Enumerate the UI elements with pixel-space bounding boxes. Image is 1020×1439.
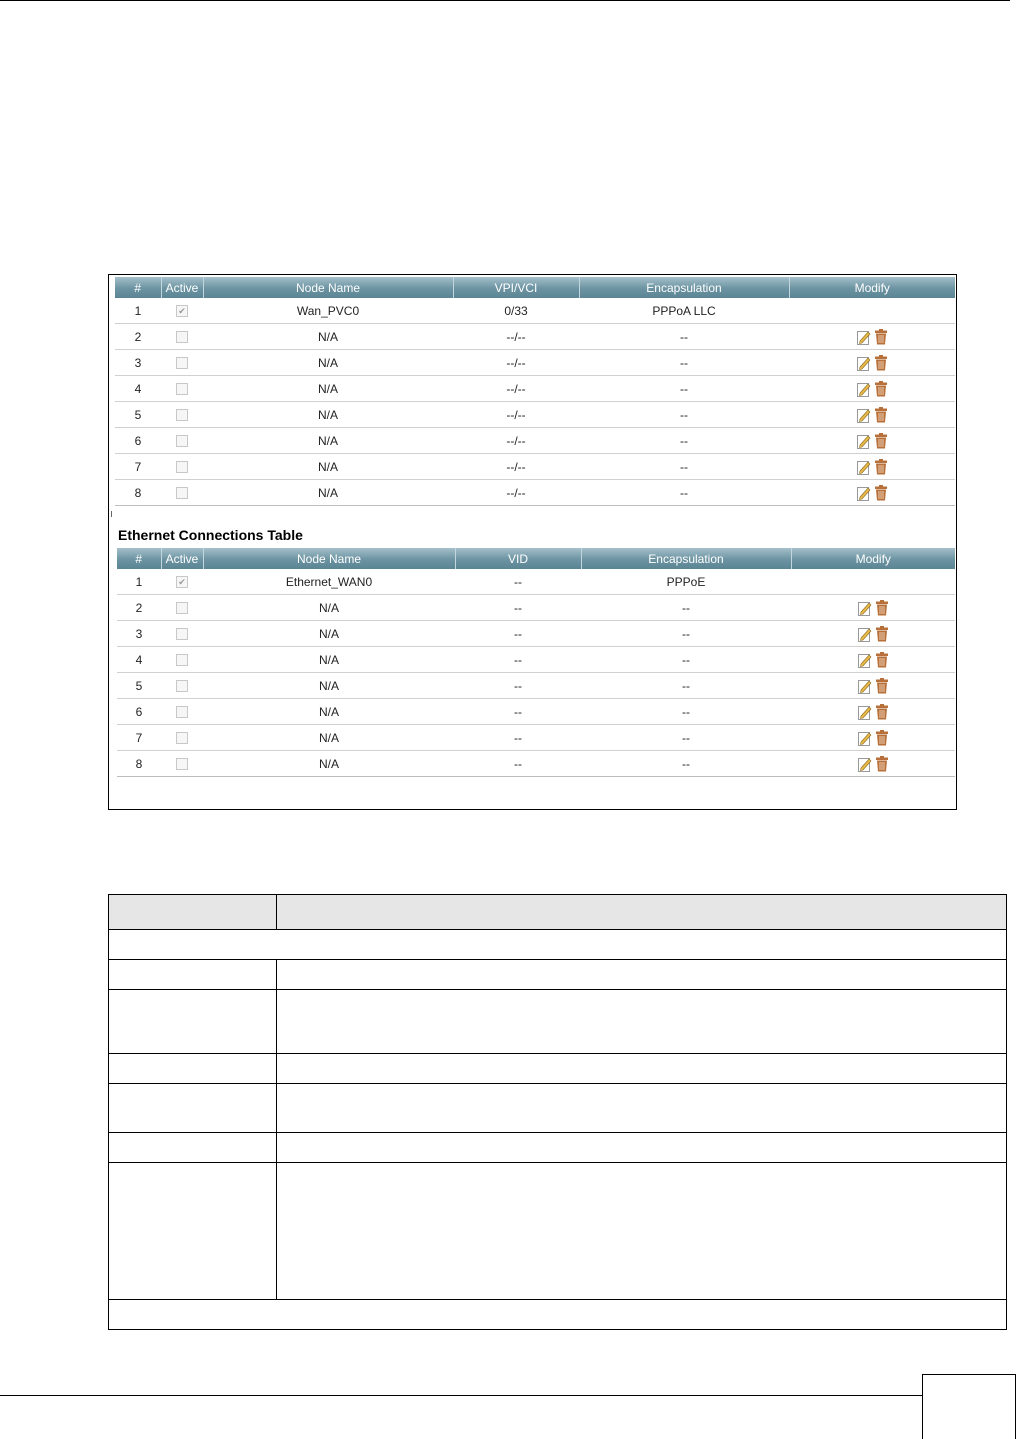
description-header-desc-cell bbox=[277, 895, 1007, 930]
active-checkbox[interactable] bbox=[176, 706, 188, 718]
table-row bbox=[115, 428, 955, 454]
page-bottom-rule bbox=[0, 1395, 922, 1396]
encapsulation-cell: PPPoA LLC bbox=[579, 298, 789, 324]
table-row bbox=[115, 454, 955, 480]
active-checkbox[interactable]: ✔ bbox=[176, 576, 188, 588]
active-checkbox[interactable] bbox=[176, 487, 188, 499]
description-section-row bbox=[109, 930, 1007, 960]
vpi-vci-cell: --/-- bbox=[453, 454, 579, 480]
ethernet-table-body bbox=[117, 569, 955, 777]
node-name-cell: Ethernet_WAN0 bbox=[203, 569, 455, 595]
modify-actions bbox=[857, 407, 888, 423]
modify-cell bbox=[789, 402, 955, 428]
active-checkbox[interactable] bbox=[176, 680, 188, 692]
col-header-modify: Modify bbox=[791, 548, 955, 569]
col-header-number: # bbox=[115, 277, 161, 298]
wan-table-body bbox=[115, 298, 955, 506]
vid-cell: -- bbox=[455, 647, 581, 673]
modify-actions bbox=[858, 652, 889, 668]
active-cell bbox=[161, 298, 203, 324]
node-name-cell: N/A bbox=[203, 350, 453, 376]
edit-pencil-icon[interactable] bbox=[858, 652, 872, 668]
vpi-vci-cell: --/-- bbox=[453, 428, 579, 454]
row-number: 5 bbox=[117, 673, 161, 699]
table-row bbox=[115, 350, 955, 376]
modify-actions bbox=[857, 381, 888, 397]
active-checkbox[interactable] bbox=[176, 654, 188, 666]
row-number: 3 bbox=[115, 350, 161, 376]
row-number: 1 bbox=[117, 569, 161, 595]
active-cell bbox=[161, 324, 203, 350]
active-checkbox[interactable] bbox=[176, 357, 188, 369]
active-checkbox[interactable] bbox=[176, 409, 188, 421]
active-cell bbox=[161, 725, 203, 751]
active-checkbox[interactable] bbox=[176, 383, 188, 395]
encapsulation-cell: -- bbox=[581, 699, 791, 725]
modify-actions bbox=[858, 756, 889, 772]
encapsulation-cell: -- bbox=[581, 751, 791, 777]
ethernet-table-title: Ethernet Connections Table bbox=[118, 527, 303, 543]
description-table bbox=[108, 894, 1007, 1330]
edit-pencil-icon[interactable] bbox=[857, 355, 871, 371]
encapsulation-cell: -- bbox=[581, 647, 791, 673]
trash-icon[interactable] bbox=[875, 600, 889, 616]
table-header-row bbox=[117, 548, 955, 569]
row-number: 1 bbox=[115, 298, 161, 324]
row-number: 4 bbox=[115, 376, 161, 402]
table-row bbox=[115, 402, 955, 428]
node-name-cell: N/A bbox=[203, 595, 455, 621]
active-cell bbox=[161, 402, 203, 428]
edit-pencil-icon[interactable] bbox=[858, 730, 872, 746]
modify-cell bbox=[791, 673, 955, 699]
encapsulation-cell: -- bbox=[579, 324, 789, 350]
node-name-cell: N/A bbox=[203, 647, 455, 673]
table-row bbox=[117, 647, 955, 673]
table-row bbox=[117, 725, 955, 751]
active-cell bbox=[161, 428, 203, 454]
modify-cell bbox=[789, 480, 955, 506]
node-name-cell: Wan_PVC0 bbox=[203, 298, 453, 324]
edit-pencil-icon[interactable] bbox=[858, 704, 872, 720]
description-row bbox=[109, 1084, 1007, 1133]
row-number: 3 bbox=[117, 621, 161, 647]
description-row bbox=[109, 1054, 1007, 1084]
active-cell bbox=[161, 454, 203, 480]
active-cell bbox=[161, 621, 203, 647]
trash-icon[interactable] bbox=[874, 459, 888, 475]
row-number: 7 bbox=[115, 454, 161, 480]
active-checkbox[interactable]: ✔ bbox=[176, 305, 188, 317]
description-label-cell bbox=[109, 1084, 277, 1133]
edit-pencil-icon[interactable] bbox=[857, 381, 871, 397]
active-checkbox[interactable] bbox=[176, 461, 188, 473]
modify-cell bbox=[789, 324, 955, 350]
vid-cell: -- bbox=[455, 699, 581, 725]
description-row bbox=[109, 1163, 1007, 1300]
row-number: 5 bbox=[115, 402, 161, 428]
node-name-cell: N/A bbox=[203, 480, 453, 506]
row-number: 2 bbox=[117, 595, 161, 621]
table-row bbox=[117, 751, 955, 777]
modify-actions bbox=[858, 730, 889, 746]
active-checkbox[interactable] bbox=[176, 602, 188, 614]
node-name-cell: N/A bbox=[203, 673, 455, 699]
trash-icon[interactable] bbox=[874, 355, 888, 371]
modify-cell bbox=[791, 751, 955, 777]
description-label-cell bbox=[109, 1133, 277, 1163]
active-cell bbox=[161, 376, 203, 402]
active-cell bbox=[161, 569, 203, 595]
active-cell bbox=[161, 480, 203, 506]
encapsulation-cell: -- bbox=[579, 428, 789, 454]
modify-cell bbox=[789, 376, 955, 402]
encapsulation-cell: -- bbox=[579, 402, 789, 428]
trash-icon[interactable] bbox=[874, 381, 888, 397]
trash-icon[interactable] bbox=[874, 407, 888, 423]
row-number: 6 bbox=[117, 699, 161, 725]
description-label-cell bbox=[109, 990, 277, 1054]
col-header-encapsulation: Encapsulation bbox=[581, 548, 791, 569]
col-header-active: Active bbox=[161, 548, 203, 569]
table-row bbox=[115, 324, 955, 350]
node-name-cell: N/A bbox=[203, 402, 453, 428]
node-name-cell: N/A bbox=[203, 376, 453, 402]
table-row bbox=[117, 699, 955, 725]
modify-actions bbox=[858, 626, 889, 642]
description-label-cell bbox=[109, 960, 277, 990]
divider-tick bbox=[111, 511, 112, 517]
node-name-cell: N/A bbox=[203, 454, 453, 480]
active-checkbox[interactable] bbox=[176, 331, 188, 343]
col-header-active: Active bbox=[161, 277, 203, 298]
vid-cell: -- bbox=[455, 673, 581, 699]
row-number: 8 bbox=[115, 480, 161, 506]
row-number: 8 bbox=[117, 751, 161, 777]
page-top-rule bbox=[0, 0, 1010, 1]
description-text-cell bbox=[277, 1084, 1007, 1133]
screenshot-frame bbox=[108, 274, 957, 810]
vid-cell: -- bbox=[455, 725, 581, 751]
active-cell bbox=[161, 350, 203, 376]
description-text-cell bbox=[277, 1054, 1007, 1084]
trash-icon[interactable] bbox=[875, 626, 889, 642]
col-header-node-name: Node Name bbox=[203, 277, 453, 298]
edit-pencil-icon[interactable] bbox=[858, 600, 872, 616]
description-label-cell bbox=[109, 1163, 277, 1300]
modify-cell bbox=[791, 647, 955, 673]
edit-pencil-icon[interactable] bbox=[858, 626, 872, 642]
edit-pencil-icon[interactable] bbox=[857, 407, 871, 423]
node-name-cell: N/A bbox=[203, 324, 453, 350]
table-row bbox=[117, 621, 955, 647]
active-cell bbox=[161, 699, 203, 725]
description-footer-cell bbox=[109, 1300, 1007, 1330]
description-text-cell bbox=[277, 1133, 1007, 1163]
row-number: 4 bbox=[117, 647, 161, 673]
active-checkbox[interactable] bbox=[176, 628, 188, 640]
table-row bbox=[115, 480, 955, 506]
active-cell bbox=[161, 647, 203, 673]
modify-actions bbox=[857, 329, 888, 345]
trash-icon[interactable] bbox=[874, 329, 888, 345]
trash-icon[interactable] bbox=[874, 433, 888, 449]
active-cell bbox=[161, 673, 203, 699]
trash-icon[interactable] bbox=[875, 756, 889, 772]
vpi-vci-cell: --/-- bbox=[453, 324, 579, 350]
table-row bbox=[117, 673, 955, 699]
modify-actions bbox=[858, 600, 889, 616]
trash-icon[interactable] bbox=[874, 485, 888, 501]
modify-actions bbox=[857, 485, 888, 501]
table-row bbox=[115, 298, 955, 324]
modify-actions bbox=[857, 459, 888, 475]
encapsulation-cell: -- bbox=[581, 595, 791, 621]
col-header-number: # bbox=[117, 548, 161, 569]
active-cell bbox=[161, 751, 203, 777]
encapsulation-cell: -- bbox=[581, 673, 791, 699]
description-text-cell bbox=[277, 1163, 1007, 1300]
modify-actions bbox=[858, 704, 889, 720]
modify-cell bbox=[789, 298, 955, 324]
edit-pencil-icon[interactable] bbox=[858, 678, 872, 694]
node-name-cell: N/A bbox=[203, 621, 455, 647]
modify-cell bbox=[791, 569, 955, 595]
active-checkbox[interactable] bbox=[176, 732, 188, 744]
vid-cell: -- bbox=[455, 595, 581, 621]
modify-actions bbox=[858, 678, 889, 694]
col-header-vid: VID bbox=[455, 548, 581, 569]
node-name-cell: N/A bbox=[203, 428, 453, 454]
modify-cell bbox=[791, 595, 955, 621]
table-row bbox=[115, 376, 955, 402]
modify-actions bbox=[857, 433, 888, 449]
row-number: 7 bbox=[117, 725, 161, 751]
table-row bbox=[117, 569, 955, 595]
modify-cell bbox=[789, 428, 955, 454]
vid-cell: -- bbox=[455, 569, 581, 595]
active-checkbox[interactable] bbox=[176, 435, 188, 447]
encapsulation-cell: -- bbox=[579, 454, 789, 480]
modify-cell bbox=[791, 621, 955, 647]
description-header-label-cell bbox=[109, 895, 277, 930]
active-cell bbox=[161, 595, 203, 621]
edit-pencil-icon[interactable] bbox=[857, 329, 871, 345]
table-row bbox=[117, 595, 955, 621]
wan-connections-table bbox=[115, 277, 955, 506]
edit-pencil-icon[interactable] bbox=[858, 756, 872, 772]
encapsulation-cell: -- bbox=[581, 725, 791, 751]
description-row bbox=[109, 960, 1007, 990]
modify-actions bbox=[857, 355, 888, 371]
edit-pencil-icon[interactable] bbox=[857, 485, 871, 501]
vid-cell: -- bbox=[455, 751, 581, 777]
vpi-vci-cell: 0/33 bbox=[453, 298, 579, 324]
col-header-encapsulation: Encapsulation bbox=[579, 277, 789, 298]
modify-cell bbox=[789, 454, 955, 480]
modify-cell bbox=[789, 350, 955, 376]
ethernet-connections-table bbox=[117, 548, 955, 777]
vpi-vci-cell: --/-- bbox=[453, 402, 579, 428]
trash-icon[interactable] bbox=[875, 704, 889, 720]
modify-cell bbox=[791, 725, 955, 751]
page-number-box bbox=[922, 1374, 1016, 1439]
col-header-node-name: Node Name bbox=[203, 548, 455, 569]
trash-icon[interactable] bbox=[875, 730, 889, 746]
row-number: 6 bbox=[115, 428, 161, 454]
edit-pencil-icon[interactable] bbox=[857, 459, 871, 475]
active-checkbox[interactable] bbox=[176, 758, 188, 770]
description-header-row bbox=[109, 895, 1007, 930]
description-text-cell bbox=[277, 960, 1007, 990]
modify-cell bbox=[791, 699, 955, 725]
vpi-vci-cell: --/-- bbox=[453, 480, 579, 506]
node-name-cell: N/A bbox=[203, 699, 455, 725]
node-name-cell: N/A bbox=[203, 751, 455, 777]
encapsulation-cell: -- bbox=[579, 376, 789, 402]
description-footer-row bbox=[109, 1300, 1007, 1330]
col-header-modify: Modify bbox=[789, 277, 955, 298]
edit-pencil-icon[interactable] bbox=[857, 433, 871, 449]
encapsulation-cell: -- bbox=[581, 621, 791, 647]
vid-cell: -- bbox=[455, 621, 581, 647]
vpi-vci-cell: --/-- bbox=[453, 350, 579, 376]
trash-icon[interactable] bbox=[875, 678, 889, 694]
description-text-cell bbox=[277, 990, 1007, 1054]
vpi-vci-cell: --/-- bbox=[453, 376, 579, 402]
encapsulation-cell: -- bbox=[579, 350, 789, 376]
node-name-cell: N/A bbox=[203, 725, 455, 751]
encapsulation-cell: PPPoE bbox=[581, 569, 791, 595]
table-header-row bbox=[115, 277, 955, 298]
row-number: 2 bbox=[115, 324, 161, 350]
description-row bbox=[109, 1133, 1007, 1163]
encapsulation-cell: -- bbox=[579, 480, 789, 506]
description-row bbox=[109, 990, 1007, 1054]
col-header-vpi-vci: VPI/VCI bbox=[453, 277, 579, 298]
trash-icon[interactable] bbox=[875, 652, 889, 668]
description-section-cell bbox=[109, 930, 1007, 960]
description-label-cell bbox=[109, 1054, 277, 1084]
